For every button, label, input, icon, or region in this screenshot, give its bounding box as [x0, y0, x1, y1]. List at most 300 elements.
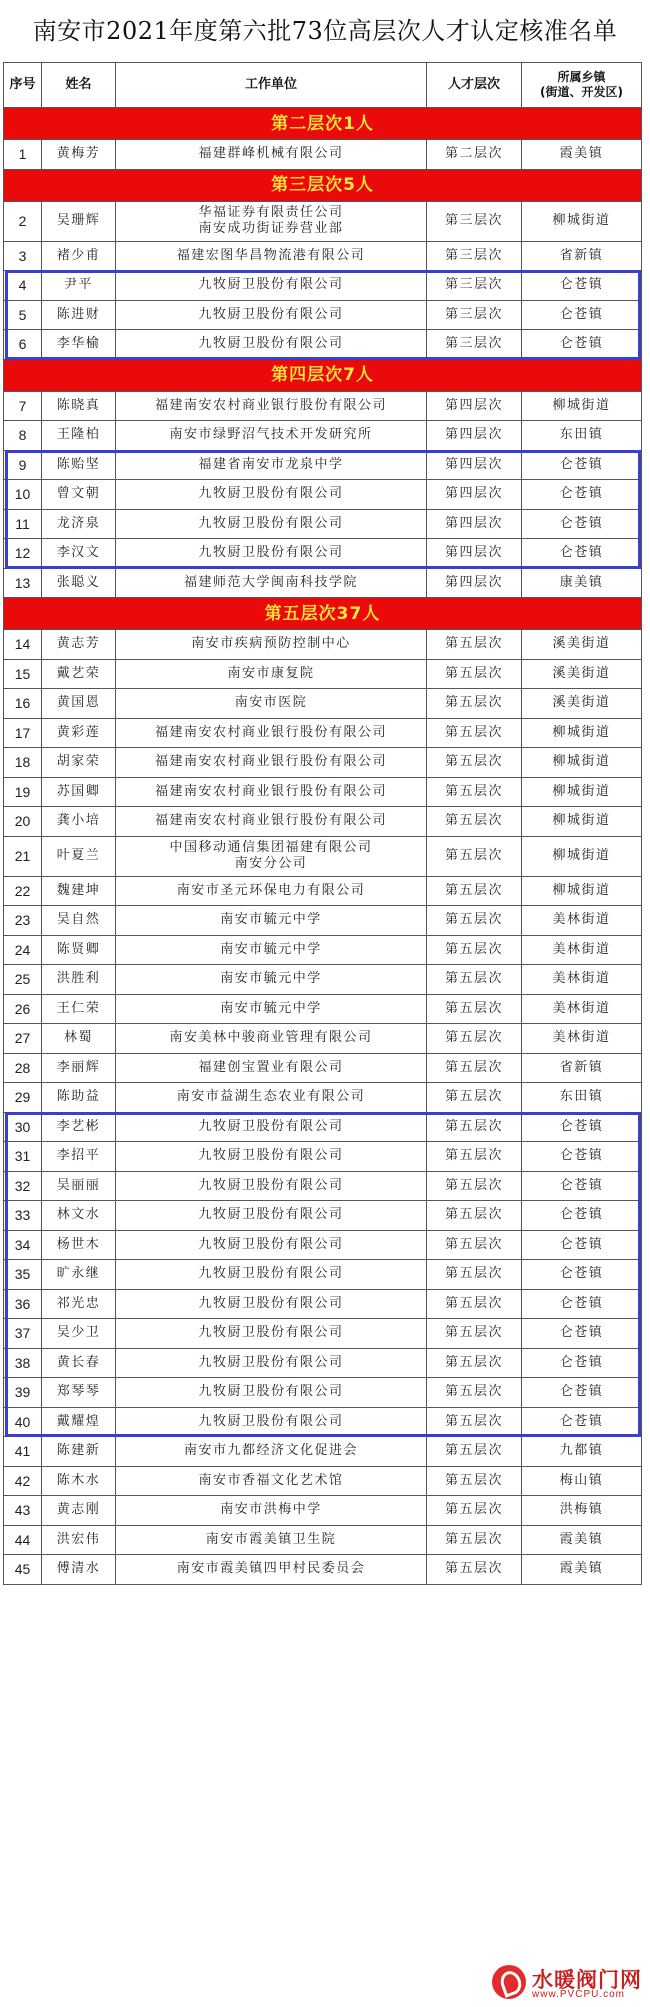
town-cell: 仑苍镇 [522, 1231, 642, 1260]
name-cell: 叶夏兰 [42, 837, 116, 876]
row-no-cell: 33 [4, 1201, 42, 1230]
table-row [4, 202, 642, 242]
town-cell: 仑苍镇 [522, 1319, 642, 1348]
name-cell: 张聪义 [42, 569, 116, 598]
unit-cell [116, 807, 427, 836]
unit-cell [116, 1290, 427, 1319]
row-no-cell: 11 [4, 510, 42, 539]
row-no-cell: 27 [4, 1024, 42, 1053]
unit-cell [116, 271, 427, 300]
row-no-cell: 3 [4, 242, 42, 271]
level-cell: 第五层次 [427, 1408, 522, 1437]
unit-line: 福建省南安市龙泉中学 [198, 456, 344, 472]
level-cell: 第五层次 [427, 1349, 522, 1378]
table-row [4, 995, 642, 1025]
row-no-cell: 5 [4, 301, 42, 330]
unit-cell [116, 877, 427, 906]
level-cell: 第五层次 [427, 1054, 522, 1083]
unit-line: 福建南安农村商业银行股份有限公司 [154, 397, 387, 413]
name-cell: 黄志芳 [42, 630, 116, 659]
unit-cell [116, 1526, 427, 1555]
name-cell: 吴丽丽 [42, 1172, 116, 1201]
watermark [492, 1965, 642, 2001]
level-cell: 第五层次 [427, 630, 522, 659]
row-no-cell: 26 [4, 995, 42, 1024]
unit-cell [116, 1083, 427, 1112]
town-cell: 仑苍镇 [522, 451, 642, 480]
row-no-cell: 30 [4, 1113, 42, 1142]
town-cell: 仑苍镇 [522, 1408, 642, 1437]
unit-cell [116, 1437, 427, 1466]
name-cell: 李丽辉 [42, 1054, 116, 1083]
table-row [4, 1408, 642, 1438]
row-no-cell: 31 [4, 1142, 42, 1171]
row-no-cell: 17 [4, 719, 42, 748]
name-cell: 洪宏伟 [42, 1526, 116, 1555]
row-no-cell: 32 [4, 1172, 42, 1201]
town-cell: 仑苍镇 [522, 480, 642, 509]
page-title: 南安市2021年度第六批73位高层次人才认定核准名单 [32, 17, 618, 45]
table-row [4, 719, 642, 749]
unit-cell [116, 1260, 427, 1289]
section-row [4, 170, 642, 202]
unit-line: 南安市毓元中学 [220, 941, 322, 957]
town-cell: 仑苍镇 [522, 271, 642, 300]
table-row [4, 1024, 642, 1054]
unit-line: 福建师范大学闽南科技学院 [183, 574, 358, 590]
name-cell: 黄国恩 [42, 689, 116, 718]
row-no-cell: 15 [4, 660, 42, 689]
section-label: 第五层次37人 [4, 598, 642, 629]
town-cell: 溪美街道 [522, 660, 642, 689]
unit-cell [116, 1172, 427, 1201]
level-cell: 第四层次 [427, 392, 522, 421]
level-cell: 第五层次 [427, 1024, 522, 1053]
level-cell: 第五层次 [427, 1467, 522, 1496]
unit-line: 九牧厨卫股份有限公司 [198, 1354, 344, 1370]
table-row [4, 392, 642, 422]
unit-cell [116, 510, 427, 539]
unit-cell [116, 1054, 427, 1083]
row-no-cell: 36 [4, 1290, 42, 1319]
table-row [4, 689, 642, 719]
unit-cell [116, 330, 427, 359]
unit-line: 南安市圣元环保电力有限公司 [176, 882, 366, 898]
row-no-cell: 29 [4, 1083, 42, 1112]
name-cell: 黄志刚 [42, 1496, 116, 1525]
level-cell: 第五层次 [427, 1526, 522, 1555]
town-cell: 九都镇 [522, 1437, 642, 1466]
level-cell: 第四层次 [427, 451, 522, 480]
table-row [4, 1437, 642, 1467]
row-no-cell: 40 [4, 1408, 42, 1437]
name-cell: 戴耀煌 [42, 1408, 116, 1437]
row-no-cell: 4 [4, 271, 42, 300]
unit-line: 福建南安农村商业银行股份有限公司 [154, 813, 387, 829]
row-no-cell: 38 [4, 1349, 42, 1378]
unit-cell [116, 995, 427, 1024]
level-cell: 第四层次 [427, 510, 522, 539]
unit-line: 九牧厨卫股份有限公司 [198, 1413, 344, 1429]
row-no-cell: 22 [4, 877, 42, 906]
level-cell: 第四层次 [427, 480, 522, 509]
unit-cell [116, 1408, 427, 1437]
unit-line: 九牧厨卫股份有限公司 [198, 306, 344, 322]
level-cell: 第五层次 [427, 1172, 522, 1201]
unit-line: 华福证券有限责任公司 [198, 205, 344, 220]
section-row [4, 108, 642, 140]
town-cell: 柳城街道 [522, 778, 642, 807]
unit-line: 九牧厨卫股份有限公司 [198, 1118, 344, 1134]
level-cell: 第五层次 [427, 807, 522, 836]
table-row [4, 1467, 642, 1497]
row-no-cell: 9 [4, 451, 42, 480]
level-cell: 第五层次 [427, 748, 522, 777]
unit-cell [116, 202, 427, 241]
level-cell: 第五层次 [427, 837, 522, 876]
table-row [4, 539, 642, 569]
section-label: 第二层次1人 [4, 108, 642, 139]
unit-cell [116, 965, 427, 994]
town-cell: 康美镇 [522, 569, 642, 598]
town-cell: 美林街道 [522, 965, 642, 994]
row-no-cell: 20 [4, 807, 42, 836]
level-cell: 第五层次 [427, 660, 522, 689]
town-cell: 仑苍镇 [522, 1349, 642, 1378]
unit-cell [116, 451, 427, 480]
level-cell: 第五层次 [427, 965, 522, 994]
town-cell: 仑苍镇 [522, 1290, 642, 1319]
table-row [4, 301, 642, 331]
unit-line: 九牧厨卫股份有限公司 [198, 515, 344, 531]
unit-line: 南安市毓元中学 [220, 971, 322, 987]
table-row [4, 1555, 642, 1585]
header-town-line2: (街道、开发区) [540, 85, 623, 99]
name-cell: 吴少卫 [42, 1319, 116, 1348]
table-row [4, 330, 642, 360]
unit-cell [116, 242, 427, 271]
unit-cell [116, 480, 427, 509]
unit-cell [116, 1496, 427, 1525]
unit-line: 福建宏图华昌物流港有限公司 [176, 247, 366, 263]
name-cell: 林文水 [42, 1201, 116, 1230]
level-cell: 第五层次 [427, 689, 522, 718]
table-row [4, 1113, 642, 1143]
level-cell: 第五层次 [427, 1496, 522, 1525]
name-cell: 王隆柏 [42, 421, 116, 450]
row-no-cell: 44 [4, 1526, 42, 1555]
table-row [4, 1083, 642, 1113]
name-cell: 龚小培 [42, 807, 116, 836]
row-no-cell: 39 [4, 1378, 42, 1407]
table-row [4, 421, 642, 451]
name-cell: 苏国卿 [42, 778, 116, 807]
row-no-cell: 2 [4, 202, 42, 241]
unit-line: 福建南安农村商业银行股份有限公司 [154, 783, 387, 799]
name-cell: 胡家荣 [42, 748, 116, 777]
town-cell: 柳城街道 [522, 719, 642, 748]
level-cell: 第五层次 [427, 719, 522, 748]
row-no-cell: 1 [4, 140, 42, 169]
table-row [4, 965, 642, 995]
town-cell: 美林街道 [522, 995, 642, 1024]
unit-line: 九牧厨卫股份有限公司 [198, 277, 344, 293]
row-no-cell: 45 [4, 1555, 42, 1584]
unit-cell [116, 421, 427, 450]
row-no-cell: 34 [4, 1231, 42, 1260]
watermark-text: 水暖阀门网 [532, 1968, 642, 1992]
town-cell: 霞美镇 [522, 1526, 642, 1555]
unit-cell [116, 1024, 427, 1053]
unit-cell [116, 660, 427, 689]
name-cell: 龙济泉 [42, 510, 116, 539]
unit-line: 南安分公司 [234, 856, 308, 871]
town-cell: 柳城街道 [522, 202, 642, 241]
row-no-cell: 43 [4, 1496, 42, 1525]
unit-line: 九牧厨卫股份有限公司 [198, 1177, 344, 1193]
unit-line: 福建南安农村商业银行股份有限公司 [154, 754, 387, 770]
name-cell: 陈贻坚 [42, 451, 116, 480]
table-row [4, 1319, 642, 1349]
talent-table [3, 62, 642, 1585]
level-cell: 第三层次 [427, 330, 522, 359]
unit-line: 福建创宝置业有限公司 [198, 1059, 344, 1075]
name-cell: 黄梅芳 [42, 140, 116, 169]
table-row [4, 1201, 642, 1231]
unit-line: 南安市毓元中学 [220, 1000, 322, 1016]
unit-line: 中国移动通信集团福建有限公司 [169, 840, 373, 855]
unit-cell [116, 936, 427, 965]
level-cell: 第四层次 [427, 569, 522, 598]
town-cell: 梅山镇 [522, 1467, 642, 1496]
level-cell: 第五层次 [427, 995, 522, 1024]
level-cell: 第五层次 [427, 1260, 522, 1289]
unit-line: 南安市霞美镇四甲村民委员会 [176, 1561, 366, 1577]
row-no-cell: 21 [4, 837, 42, 876]
town-cell: 柳城街道 [522, 877, 642, 906]
name-cell: 杨世木 [42, 1231, 116, 1260]
unit-cell [116, 1467, 427, 1496]
header-level: 人才层次 [427, 63, 522, 107]
level-cell: 第五层次 [427, 936, 522, 965]
row-no-cell: 24 [4, 936, 42, 965]
unit-cell [116, 1349, 427, 1378]
name-cell: 林蜀 [42, 1024, 116, 1053]
table-row [4, 510, 642, 540]
town-cell: 仑苍镇 [522, 539, 642, 568]
unit-line: 南安美林中骏商业管理有限公司 [169, 1030, 373, 1046]
header-town-line1: 所属乡镇 [557, 70, 606, 84]
header-name: 姓名 [42, 63, 116, 107]
level-cell: 第四层次 [427, 539, 522, 568]
watermark-url: www.PVCPU.com [532, 1989, 626, 2000]
town-cell: 仑苍镇 [522, 301, 642, 330]
town-cell: 柳城街道 [522, 807, 642, 836]
name-cell: 傅清水 [42, 1555, 116, 1584]
row-no-cell: 19 [4, 778, 42, 807]
table-row [4, 569, 642, 599]
level-cell: 第五层次 [427, 1555, 522, 1584]
unit-line: 福建南安农村商业银行股份有限公司 [154, 724, 387, 740]
name-cell: 陈助益 [42, 1083, 116, 1112]
town-cell: 仑苍镇 [522, 1113, 642, 1142]
table-row [4, 1054, 642, 1084]
row-no-cell: 10 [4, 480, 42, 509]
table-row [4, 1172, 642, 1202]
name-cell: 李汉文 [42, 539, 116, 568]
name-cell: 尹平 [42, 271, 116, 300]
unit-line: 南安市毓元中学 [220, 912, 322, 928]
unit-line: 九牧厨卫股份有限公司 [198, 1266, 344, 1282]
town-cell: 仑苍镇 [522, 510, 642, 539]
row-no-cell: 12 [4, 539, 42, 568]
unit-line: 九牧厨卫股份有限公司 [198, 486, 344, 502]
section-label: 第四层次7人 [4, 360, 642, 391]
level-cell: 第三层次 [427, 202, 522, 241]
row-no-cell: 6 [4, 330, 42, 359]
unit-cell [116, 301, 427, 330]
table-row [4, 748, 642, 778]
unit-cell [116, 1142, 427, 1171]
unit-cell [116, 1319, 427, 1348]
table-row [4, 140, 642, 170]
town-cell: 省新镇 [522, 242, 642, 271]
row-no-cell: 37 [4, 1319, 42, 1348]
row-no-cell: 13 [4, 569, 42, 598]
row-no-cell: 25 [4, 965, 42, 994]
name-cell: 陈进财 [42, 301, 116, 330]
row-no-cell: 16 [4, 689, 42, 718]
unit-cell [116, 630, 427, 659]
watermark-logo-icon [492, 1965, 526, 1999]
unit-line: 南安市益湖生态农业有限公司 [176, 1089, 366, 1105]
unit-cell [116, 392, 427, 421]
name-cell: 洪胜利 [42, 965, 116, 994]
unit-line: 南安市九都经济文化促进会 [183, 1443, 358, 1459]
level-cell: 第五层次 [427, 877, 522, 906]
unit-line: 九牧厨卫股份有限公司 [198, 1148, 344, 1164]
town-cell: 美林街道 [522, 1024, 642, 1053]
unit-cell [116, 539, 427, 568]
table-row [4, 480, 642, 510]
town-cell: 美林街道 [522, 936, 642, 965]
row-no-cell: 41 [4, 1437, 42, 1466]
town-cell: 洪梅镇 [522, 1496, 642, 1525]
level-cell: 第五层次 [427, 1142, 522, 1171]
name-cell: 旷永继 [42, 1260, 116, 1289]
row-no-cell: 35 [4, 1260, 42, 1289]
table-row [4, 271, 642, 301]
table-row [4, 1378, 642, 1408]
level-cell: 第三层次 [427, 242, 522, 271]
town-cell: 仑苍镇 [522, 1172, 642, 1201]
row-no-cell: 42 [4, 1467, 42, 1496]
town-cell: 溪美街道 [522, 630, 642, 659]
name-cell: 郑琴琴 [42, 1378, 116, 1407]
town-cell: 仑苍镇 [522, 1260, 642, 1289]
level-cell: 第四层次 [427, 421, 522, 450]
town-cell: 霞美镇 [522, 1555, 642, 1584]
town-cell: 东田镇 [522, 1083, 642, 1112]
unit-cell [116, 719, 427, 748]
level-cell: 第五层次 [427, 778, 522, 807]
section-label: 第三层次5人 [4, 170, 642, 201]
town-cell: 柳城街道 [522, 392, 642, 421]
table-row [4, 1260, 642, 1290]
table-row [4, 1290, 642, 1320]
table-row [4, 630, 642, 660]
town-cell: 霞美镇 [522, 140, 642, 169]
name-cell: 吴珊辉 [42, 202, 116, 241]
town-cell: 柳城街道 [522, 837, 642, 876]
name-cell: 李艺彬 [42, 1113, 116, 1142]
name-cell: 黄彩莲 [42, 719, 116, 748]
section-row [4, 598, 642, 630]
unit-line: 南安市医院 [234, 695, 308, 711]
town-cell: 柳城街道 [522, 748, 642, 777]
town-cell: 仑苍镇 [522, 1142, 642, 1171]
table-row [4, 778, 642, 808]
table-row [4, 837, 642, 877]
unit-cell [116, 1113, 427, 1142]
unit-line: 九牧厨卫股份有限公司 [198, 1295, 344, 1311]
unit-cell [116, 1231, 427, 1260]
level-cell: 第三层次 [427, 301, 522, 330]
level-cell: 第五层次 [427, 906, 522, 935]
unit-line: 福建群峰机械有限公司 [198, 146, 344, 162]
name-cell: 李华榆 [42, 330, 116, 359]
town-cell: 溪美街道 [522, 689, 642, 718]
table-row [4, 877, 642, 907]
unit-line: 九牧厨卫股份有限公司 [198, 1384, 344, 1400]
unit-line: 九牧厨卫股份有限公司 [198, 545, 344, 561]
table-row [4, 936, 642, 966]
unit-line: 南安市洪梅中学 [220, 1502, 322, 1518]
table-row [4, 1231, 642, 1261]
unit-line: 九牧厨卫股份有限公司 [198, 1236, 344, 1252]
table-row [4, 451, 642, 481]
unit-line: 南安市香福文化艺术馆 [198, 1472, 344, 1488]
name-cell: 曾文朝 [42, 480, 116, 509]
level-cell: 第五层次 [427, 1319, 522, 1348]
header-unit: 工作单位 [116, 63, 427, 107]
town-cell: 仑苍镇 [522, 1378, 642, 1407]
unit-line: 南安成功街证券营业部 [198, 221, 344, 236]
unit-cell [116, 837, 427, 876]
level-cell: 第五层次 [427, 1113, 522, 1142]
unit-cell [116, 140, 427, 169]
level-cell: 第五层次 [427, 1290, 522, 1319]
level-cell: 第五层次 [427, 1378, 522, 1407]
table-row [4, 1142, 642, 1172]
town-cell: 仑苍镇 [522, 1201, 642, 1230]
level-cell: 第五层次 [427, 1231, 522, 1260]
level-cell: 第五层次 [427, 1083, 522, 1112]
unit-cell [116, 748, 427, 777]
town-cell: 美林街道 [522, 906, 642, 935]
table-row [4, 807, 642, 837]
unit-line: 九牧厨卫股份有限公司 [198, 1207, 344, 1223]
name-cell: 吴自然 [42, 906, 116, 935]
town-cell: 省新镇 [522, 1054, 642, 1083]
table-row [4, 1526, 642, 1556]
unit-line: 九牧厨卫股份有限公司 [198, 336, 344, 352]
name-cell: 陈木水 [42, 1467, 116, 1496]
unit-cell [116, 1201, 427, 1230]
header-town [522, 63, 642, 107]
name-cell: 祁光忠 [42, 1290, 116, 1319]
row-no-cell: 7 [4, 392, 42, 421]
